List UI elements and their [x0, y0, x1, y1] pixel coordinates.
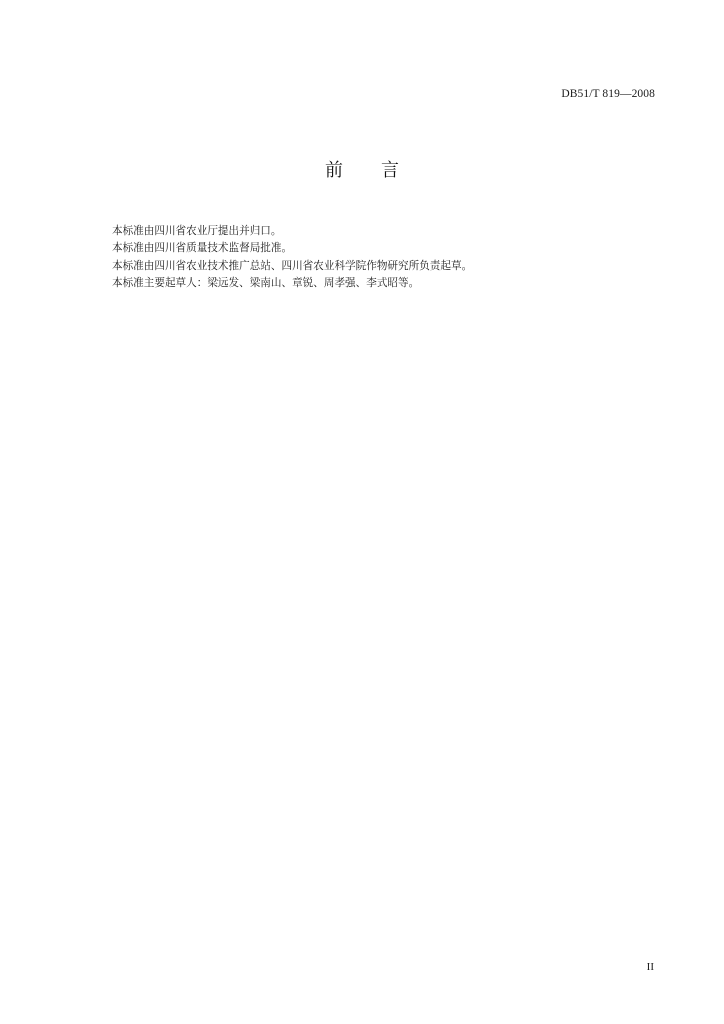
foreword-paragraph-drafters: 本标准主要起草人：梁远发、梁南山、章锐、周孝强、李式昭等。	[112, 276, 420, 289]
foreword-title-char-1: 前	[325, 160, 343, 181]
foreword-paragraph-proposer: 本标准由四川省农业厅提出并归口。	[112, 225, 282, 237]
foreword-title	[0, 156, 724, 182]
foreword-paragraph-approver: 本标准由四川省质量技术监督局批准。	[112, 242, 293, 255]
foreword-title-char-2: 言	[381, 160, 399, 181]
standard-code: DB51/T 819—2008	[561, 88, 655, 100]
foreword-paragraph-drafting-units: 本标准由四川省农业技术推广总站、四川省农业科学院作物研究所负责起草。	[112, 259, 473, 272]
page-number: II	[646, 961, 654, 973]
foreword-body	[112, 223, 672, 292]
